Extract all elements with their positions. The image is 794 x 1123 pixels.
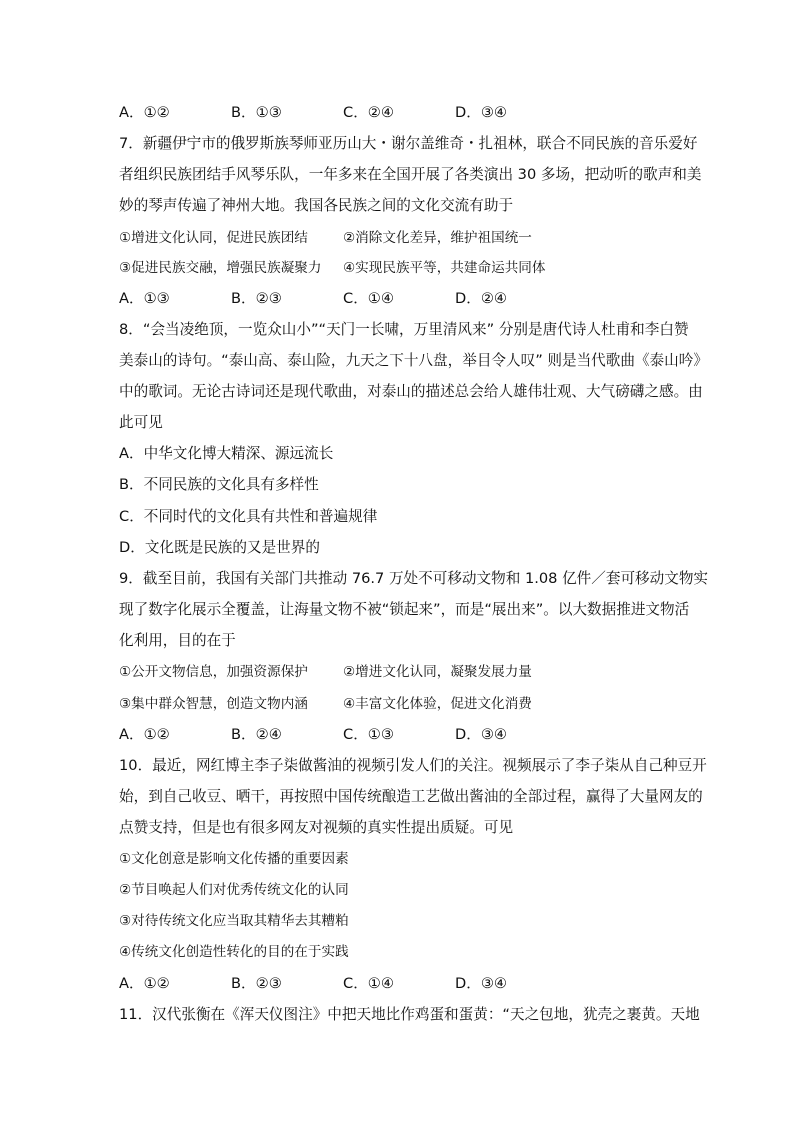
option-b: B．①③	[231, 104, 282, 121]
statement-1: ①公开文物信息，加强资源保护	[119, 664, 308, 680]
q8-stem-line-1: 8．“会当凌绝顶，一览众山小”“天门一长啸，万里清风来” 分别是唐代诗人杜甫和李白赞	[119, 321, 689, 338]
statement-2: ②消除文化差异，维护祖国统一	[343, 230, 532, 246]
statement-1: ①增进文化认同，促进民族团结	[119, 230, 308, 246]
option-a: A．①②	[119, 726, 170, 743]
q10-statement-3: ③对待传统文化应当取其精华去其糟粕	[119, 913, 349, 929]
q10-stem-line-2: 始，到自己收豆、晒干，再按照中国传统酿造工艺做出酱油的全部过程，赢得了大量网友的	[119, 788, 703, 805]
q6-options	[119, 103, 679, 123]
q7-stem-line-2: 者组织民族团结手风琴乐队，一年多来在全国开展了各类演出 30 多场，把动听的歌声和美	[119, 166, 702, 183]
q8-option-b: B．不同民族的文化具有多样性	[119, 476, 319, 493]
q8-stem-line-2: 美泰山的诗句。“泰山高、泰山险，九天之下十八盘，举目令人叹” 则是当代歌曲《泰山吟》	[119, 352, 708, 369]
q9-stem-line-2: 现了数字化展示全覆盖，让海量文物不被“锁起来”，而是“展出来”。以大数据推进文物活	[119, 601, 690, 618]
q9-statements-row-1	[119, 662, 679, 682]
option-d: D．②④	[455, 290, 507, 307]
statement-2: ②增进文化认同，凝聚发展力量	[343, 664, 532, 680]
q7-options	[119, 289, 679, 309]
q9-stem-line-3: 化利用，目的在于	[119, 632, 236, 649]
option-a: A．①②	[119, 975, 170, 992]
q11-stem-line-1: 11．汉代张衡在《浑天仪图注》中把天地比作鸡蛋和蛋黄：“天之包地，犹壳之裹黄。天地	[119, 1006, 700, 1023]
q7-stem-line-1: 7．新疆伊宁市的俄罗斯族琴师亚历山大・谢尔盖维奇・扎祖林，联合不同民族的音乐爱好	[119, 135, 698, 152]
q7-statements-row-2	[119, 258, 679, 278]
option-b: B．②③	[231, 975, 282, 992]
q8-option-c: C．不同时代的文化具有共性和普遍规律	[119, 508, 378, 525]
q10-stem-line-1: 10．最近，网红博主李子柒做酱油的视频引发人们的关注。视频展示了李子柒从自己种豆开	[119, 757, 707, 774]
option-d: D．③④	[455, 726, 507, 743]
q9-stem-line-1: 9．截至目前，我国有关部门共推动 76.7 万处不可移动文物和 1.08 亿件／套可移动文物实	[119, 570, 709, 587]
option-b: B．②③	[231, 290, 282, 307]
q8-option-a: A．中华文化博大精深、源远流长	[119, 445, 334, 462]
option-c: C．①④	[343, 290, 394, 307]
q9-statements-row-2	[119, 694, 679, 714]
q8-stem-line-4: 此可见	[119, 414, 163, 431]
q8-stem-line-3: 中的歌词。无论古诗词还是现代歌曲，对泰山的描述总会给人雄伟壮观、大气磅礴之感。由	[119, 383, 703, 400]
option-c: C．①③	[343, 726, 394, 743]
q10-statement-4: ④传统文化创造性转化的目的在于实践	[119, 944, 349, 960]
q7-stem-line-3: 妙的琴声传遍了神州大地。我国各民族之间的文化交流有助于	[119, 197, 514, 214]
option-c: C．②④	[343, 104, 394, 121]
statement-4: ④丰富文化体验，促进文化消费	[343, 696, 532, 712]
q7-statements-row-1	[119, 228, 679, 248]
statement-4: ④实现民族平等，共建命运共同体	[343, 260, 546, 276]
q9-options	[119, 725, 679, 745]
q10-statement-1: ①文化创意是影响文化传播的重要因素	[119, 851, 349, 867]
q10-options	[119, 974, 679, 994]
q10-stem-line-3: 点赞支持，但是也有很多网友对视频的真实性提出质疑。可见	[119, 819, 514, 836]
option-d: D．③④	[455, 104, 507, 121]
option-b: B．②④	[231, 726, 282, 743]
statement-3: ③促进民族交融，增强民族凝聚力	[119, 260, 322, 276]
option-d: D．③④	[455, 975, 507, 992]
option-a: A．①②	[119, 104, 170, 121]
option-a: A．①③	[119, 290, 170, 307]
statement-3: ③集中群众智慧，创造文物内涵	[119, 696, 308, 712]
q10-statement-2: ②节目唤起人们对优秀传统文化的认同	[119, 882, 349, 898]
option-c: C．①④	[343, 975, 394, 992]
q8-option-d: D．文化既是民族的又是世界的	[119, 539, 320, 556]
